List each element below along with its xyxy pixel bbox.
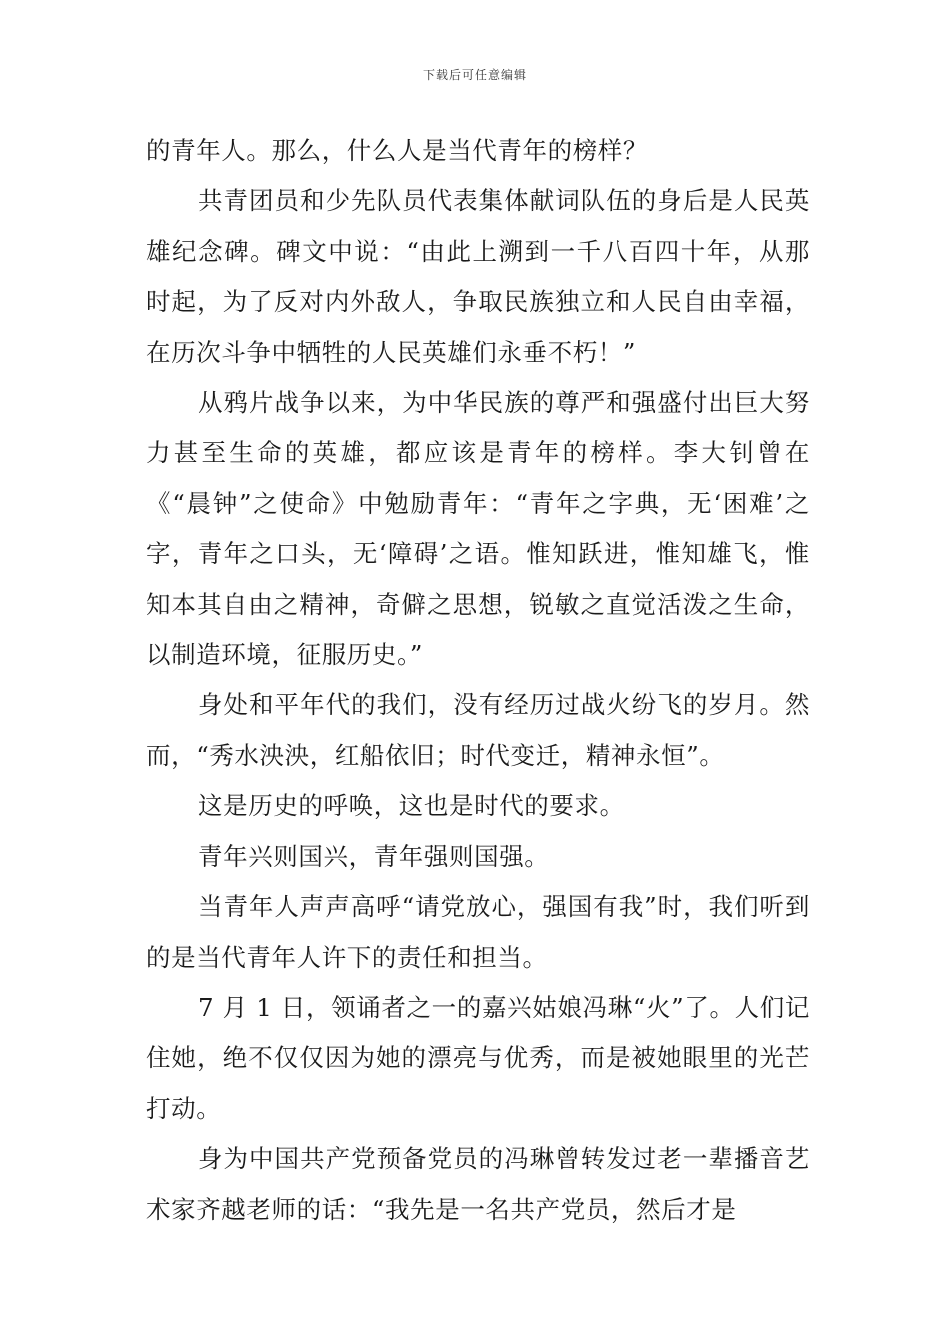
- page-header: 下载后可任意编辑: [422, 68, 527, 82]
- paragraph: 当青年人声声高呼“请党放心，强国有我”时，我们听到的是当代青年人许下的责任和担当。: [146, 892, 810, 972]
- paragraph: 共青团员和少先队员代表集体献词队伍的身后是人民英雄纪念碑。碑文中说：“由此上溯到一千八百四十年，从那时起，为了反对内外敌人，争取民族独立和人民自由幸福，在历次斗争中牺牲的人民英雄们永垂不朽！”: [146, 186, 810, 367]
- paragraph: 7 月 1 日，领诵者之一的嘉兴姑娘冯琳“火”了。人们记住她，绝不仅仅因为她的漂亮与优秀，而是被她眼里的光芒打动。: [146, 992, 810, 1123]
- body-text: [146, 126, 810, 1235]
- paragraph: 这是历史的呼唤，这也是时代的要求。: [198, 791, 625, 821]
- paragraph: 身处和平年代的我们，没有经历过战火纷飞的岁月。然而，“秀水泱泱，红船依旧；时代变迁，精神永恒”。: [146, 690, 810, 770]
- paragraph: 青年兴则国兴，青年强则国强。: [198, 841, 550, 871]
- paragraph: 身为中国共产党预备党员的冯琳曾转发过老一辈播音艺术家齐越老师的话：“我先是一名共产党员，然后才是: [146, 1144, 810, 1224]
- paragraph: 的青年人。那么，什么人是当代青年的榜样？: [146, 136, 648, 165]
- paragraph: 从鸦片战争以来，为中华民族的尊严和强盛付出巨大努力甚至生命的英雄，都应该是青年的榜样。李大钊曾在《“晨钟”之使命》中勉励青年：“青年之字典，无‘困难’之字，青年之口头，无‘障碍’之语。惟知跃进，惟知雄飞，惟知本其自由之精神，奇僻之思想，锐敏之直觉活泼之生命，以制造环境，征服历史。”: [146, 388, 810, 670]
